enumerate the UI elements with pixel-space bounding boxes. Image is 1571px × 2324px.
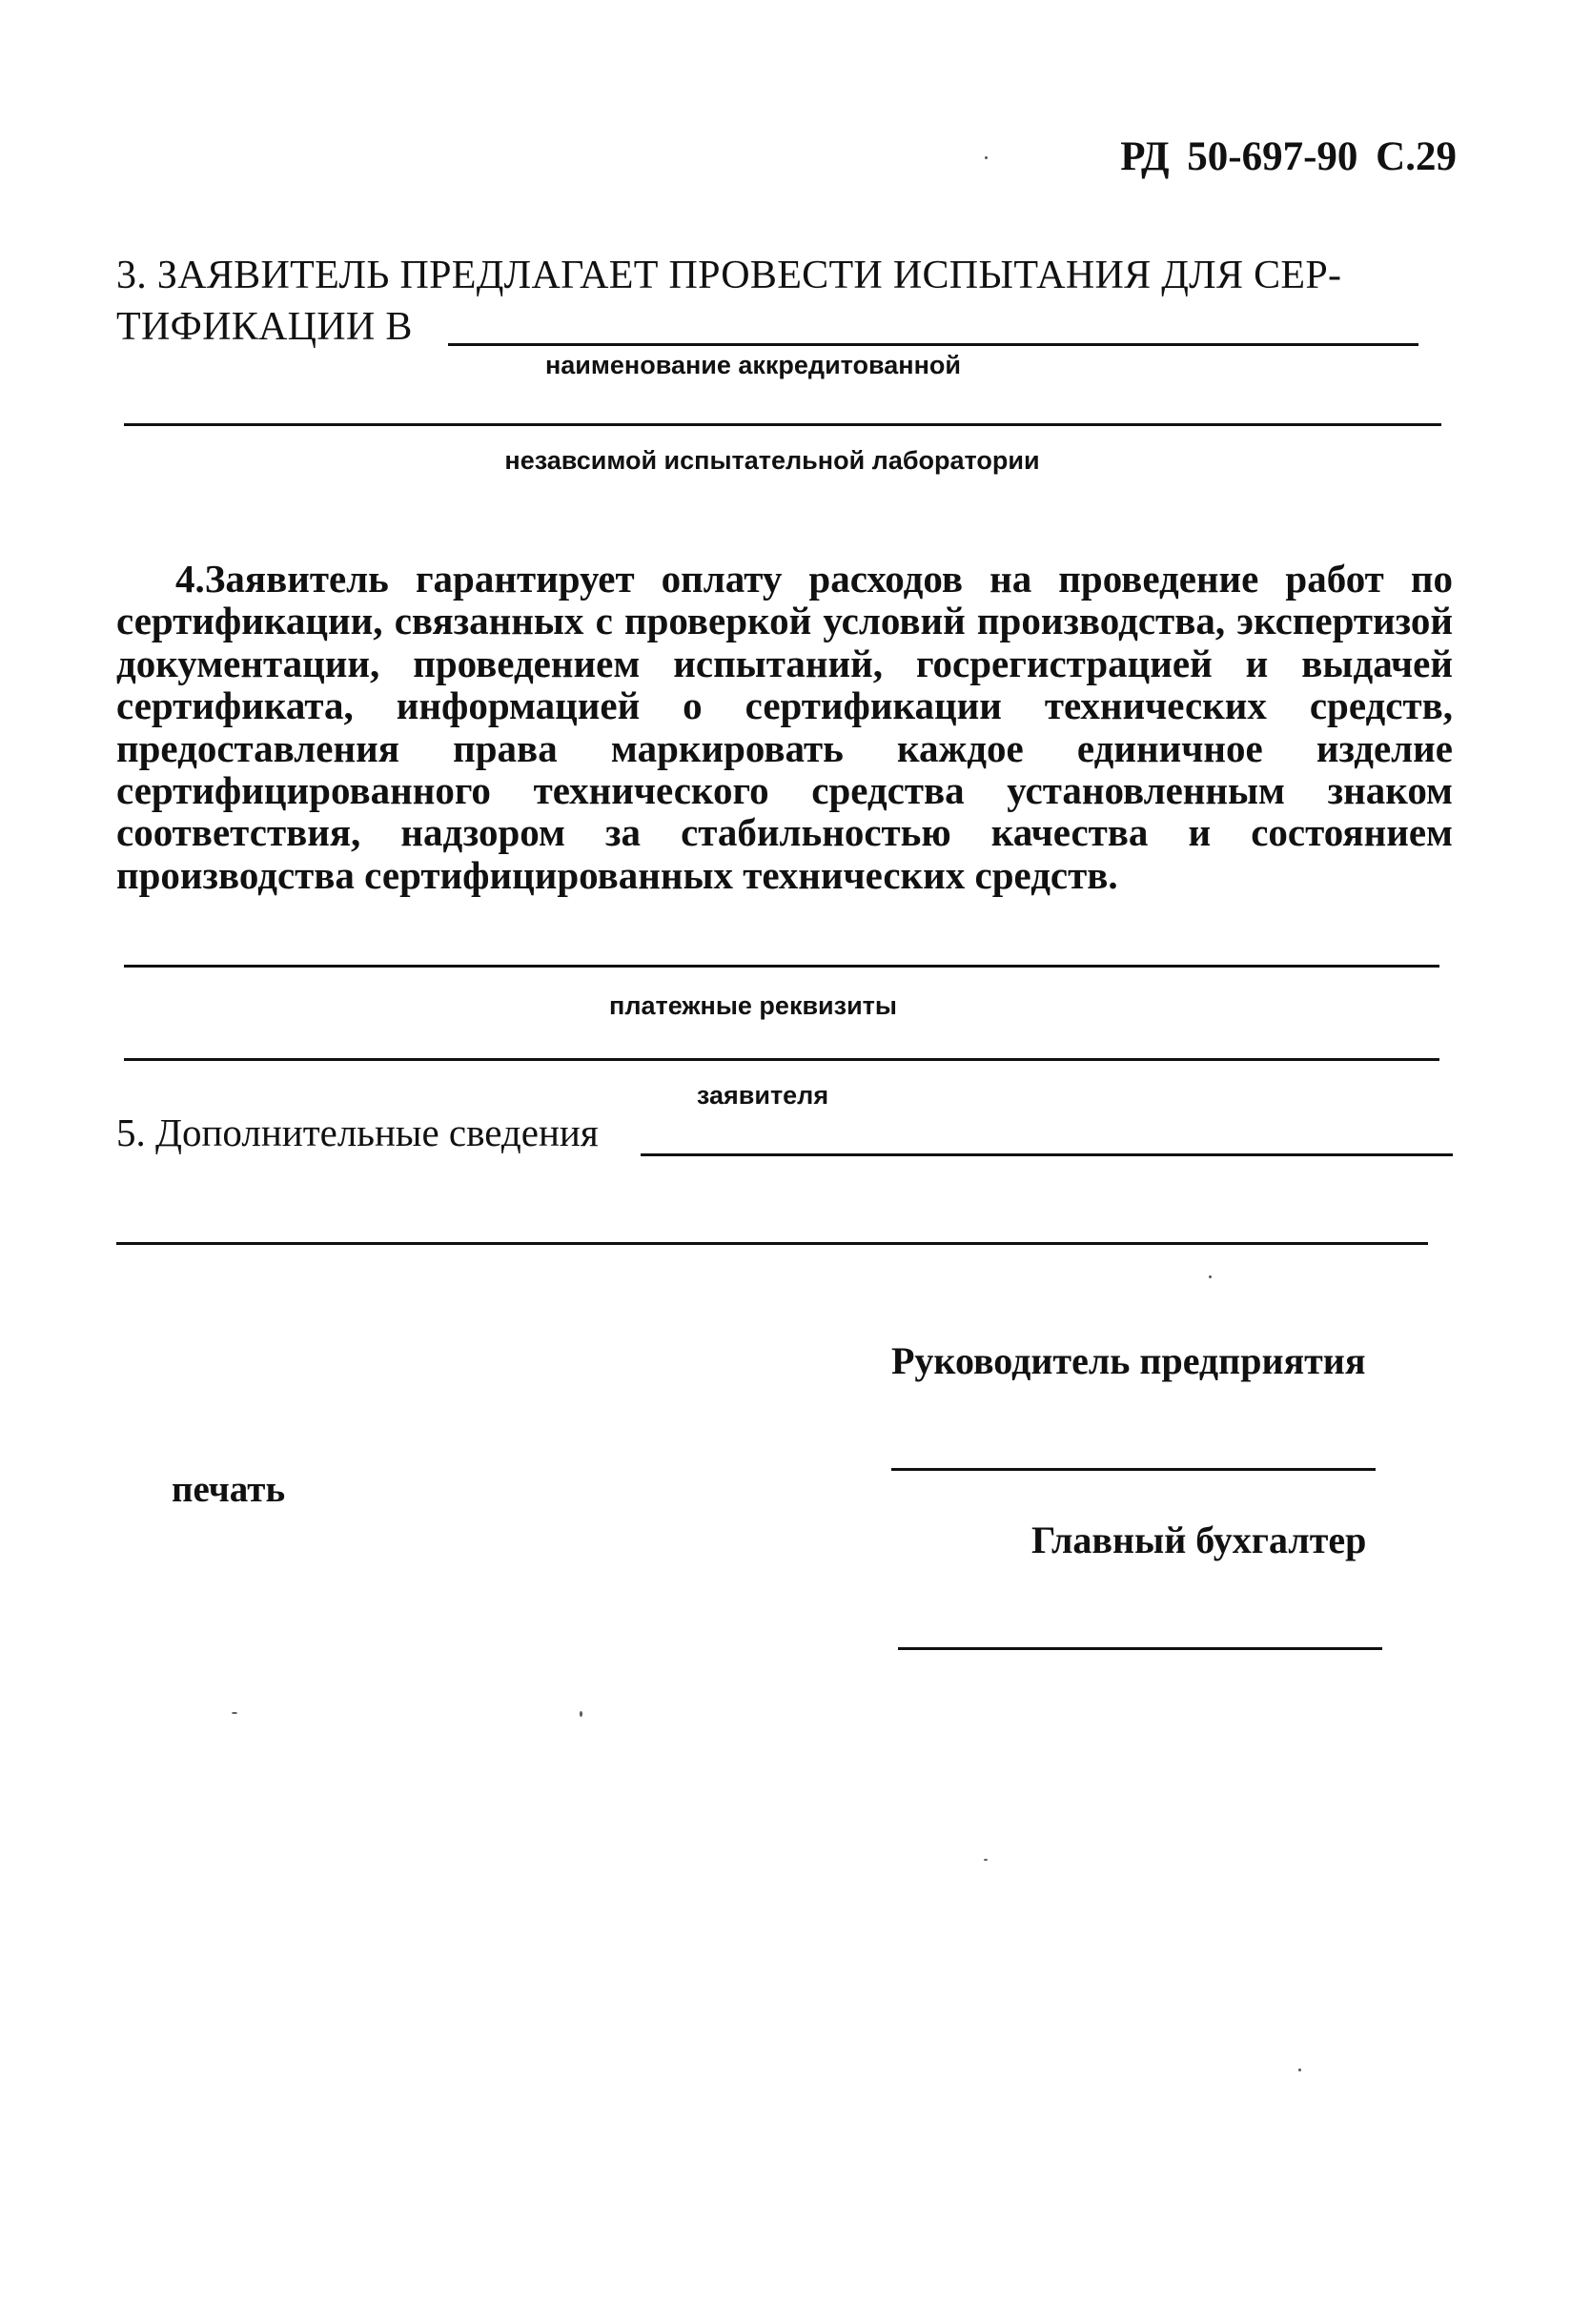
section-3-line-2: ТИФИКАЦИИ В: [116, 305, 413, 349]
additional-info-fill-line-1: [641, 1153, 1453, 1156]
additional-info-fill-line-2: [116, 1242, 1428, 1245]
section-4-paragraph: 4.Заявитель гарантирует оплату расходов на проведение работ по сертификации, связанных с проверкой условий производства, экспертизой документации, проведением испытаний, госрегистрацией и выдачей сертификата, информацией о сертификации технических средств, предоставления права маркировать каждое единичное изделие сертифицированного технического средства установленным знаком соответствия, надзором за стабильностью качества и состоянием производства сертифицированных технических средств.: [116, 557, 1453, 897]
laboratory-caption-1: наименование аккредитованной: [544, 351, 961, 379]
section-3-line-1: 3. ЗАЯВИТЕЛЬ ПРЕДЛАГАЕТ ПРОВЕСТИ ИСПЫТАНИЯ ДЛЯ СЕР-: [116, 254, 1342, 297]
accountant-signature-line: [898, 1647, 1382, 1650]
scan-speck: [1298, 2069, 1301, 2071]
document-code: РД 50-697-90 С.29: [1120, 134, 1457, 179]
accountant-label: Главный бухгалтер: [1031, 1519, 1367, 1561]
laboratory-name-fill-line: [448, 343, 1418, 346]
payment-details-fill-line-2: [124, 1058, 1439, 1061]
scan-speck: [984, 1859, 988, 1861]
applicant-caption: заявителя: [696, 1081, 829, 1110]
director-label: Руководитель предприятия: [891, 1339, 1366, 1382]
stamp-label: печать: [172, 1469, 286, 1510]
payment-details-caption: платежные реквизиты: [609, 991, 897, 1020]
scan-speck: [232, 1712, 237, 1714]
section-5-label: 5. Дополнительные сведения: [116, 1111, 599, 1154]
scan-speck: [985, 156, 988, 159]
laboratory-fill-line-2: [124, 423, 1441, 426]
scan-speck: [1209, 1275, 1212, 1278]
section-3-heading: [116, 250, 1460, 353]
laboratory-caption-2: незавсимой испытательной лаборатории: [504, 446, 1040, 475]
scan-speck: [580, 1711, 582, 1717]
payment-details-fill-line-1: [124, 965, 1439, 968]
director-signature-line: [891, 1468, 1376, 1471]
